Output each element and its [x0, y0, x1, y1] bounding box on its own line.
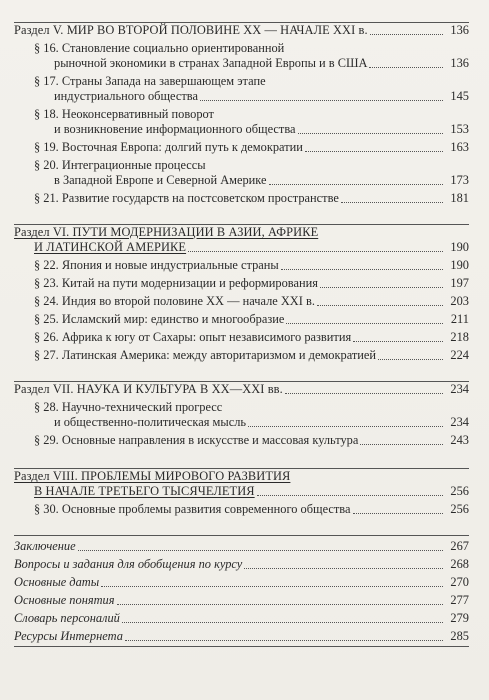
entry-title: § 16. Становление социально ориентированной: [34, 41, 285, 55]
entry-title: § 23. Китай на пути модернизации и реформирования: [34, 276, 318, 290]
toc-line: [34, 74, 469, 89]
leader-dots: [285, 393, 443, 394]
toc-line: [14, 225, 469, 240]
toc-part-7: [14, 381, 469, 448]
leader-dots: [281, 269, 443, 270]
entry-title: Раздел VII. НАУКА И КУЛЬТУРА В XX—XXI вв.: [14, 382, 283, 396]
page-number: 173: [450, 173, 469, 187]
leader-dots: [353, 513, 444, 514]
page-number: 136: [450, 56, 469, 70]
leader-dots: [378, 359, 443, 360]
section-gap: [14, 448, 469, 468]
entry-title: § 27. Латинская Америка: между авторитаризмом и демократией: [34, 348, 377, 362]
entry-title: индустриального общества: [54, 89, 198, 103]
back-matter-item[interactable]: [14, 611, 469, 626]
entry-title: § 29. Основные направления в искусстве и массовая культура: [34, 433, 359, 447]
toc-line: [34, 400, 469, 415]
entry-title: § 28. Научно-технический прогресс: [34, 400, 223, 414]
section-item[interactable]: [34, 330, 469, 345]
page-number: 136: [450, 23, 469, 37]
section-list: [14, 41, 469, 206]
page-number: 197: [450, 276, 469, 290]
entry-title: и возникновение информационного общества: [54, 122, 296, 136]
leader-dots: [244, 568, 443, 569]
page-number: 277: [450, 593, 469, 607]
leader-dots: [125, 640, 443, 641]
section-item[interactable]: [34, 258, 469, 273]
entry-title: Словарь персоналий: [14, 611, 120, 625]
section-item[interactable]: [34, 312, 469, 327]
page-number: 190: [450, 240, 469, 254]
section-gap: [14, 206, 469, 224]
entry-title: § 18. Неоконсервативный поворот: [34, 107, 214, 121]
leader-dots: [200, 100, 443, 101]
page-number: 145: [450, 89, 469, 103]
toc-line: [34, 312, 469, 327]
toc-line: [34, 56, 469, 71]
entry-title: И ЛАТИНСКОЙ АМЕРИКЕ: [34, 240, 187, 254]
toc-line: [14, 23, 469, 38]
end-rule: [14, 646, 469, 647]
entry-title: в Западной Европе и Северной Америке: [54, 173, 267, 187]
page-number: 256: [450, 502, 469, 516]
page-number: 234: [450, 382, 469, 396]
toc-line: [34, 158, 469, 173]
toc-line: [34, 107, 469, 122]
entry-title: Ресурсы Интернета: [14, 629, 123, 643]
leader-dots: [122, 622, 443, 623]
leader-dots: [341, 202, 443, 203]
entry-title: § 17. Страны Запада на завершающем этапе: [34, 74, 266, 88]
entry-title: Раздел VI. ПУТИ МОДЕРНИЗАЦИИ В АЗИИ, АФРИКЕ: [14, 225, 319, 239]
leader-dots: [353, 341, 443, 342]
section-list: [14, 400, 469, 448]
toc-line: [34, 41, 469, 56]
toc-line: [34, 173, 469, 188]
toc-line: [34, 89, 469, 104]
toc-line: [34, 140, 469, 155]
page-number: 267: [450, 539, 469, 553]
toc-line: [34, 294, 469, 309]
page-number: 234: [450, 415, 469, 429]
section-item[interactable]: [34, 294, 469, 309]
toc-part-5: [14, 22, 469, 206]
toc-line: [34, 122, 469, 137]
toc-line: [14, 593, 469, 608]
section-item[interactable]: [34, 276, 469, 291]
section-item[interactable]: [34, 107, 469, 137]
leader-dots: [101, 586, 443, 587]
leader-dots: [248, 426, 443, 427]
part-heading[interactable]: [14, 469, 469, 499]
section-list: [14, 258, 469, 363]
entry-title: Вопросы и задания для обобщения по курсу: [14, 557, 243, 571]
leader-dots: [298, 133, 443, 134]
page-number: 243: [450, 433, 469, 447]
back-matter-item[interactable]: [14, 593, 469, 608]
toc-line: [34, 330, 469, 345]
toc-line: [34, 191, 469, 206]
page-number: 279: [450, 611, 469, 625]
back-rule: [14, 535, 469, 536]
toc-line: [14, 469, 469, 484]
back-matter-item[interactable]: [14, 557, 469, 572]
leader-dots: [257, 495, 443, 496]
leader-dots: [369, 67, 443, 68]
toc-line: [34, 276, 469, 291]
toc-line: [14, 484, 469, 499]
toc-line: [14, 539, 469, 554]
leader-dots: [117, 604, 443, 605]
entry-title: § 25. Исламский мир: единство и многообразие: [34, 312, 285, 326]
entry-title: § 20. Интеграционные процессы: [34, 158, 206, 172]
leader-dots: [269, 184, 443, 185]
toc-part-6: [14, 224, 469, 363]
leader-dots: [286, 323, 443, 324]
toc-line: [14, 575, 469, 590]
page-number: 285: [450, 629, 469, 643]
section-list: [14, 502, 469, 517]
section-item[interactable]: [34, 41, 469, 71]
entry-title: Раздел V. МИР ВО ВТОРОЙ ПОЛОВИНЕ XX — НАЧАЛЕ XXI в.: [14, 23, 368, 37]
section-item[interactable]: [34, 433, 469, 448]
section-item[interactable]: [34, 74, 469, 104]
part-heading[interactable]: [14, 23, 469, 38]
entry-title: В НАЧАЛЕ ТРЕТЬЕГО ТЫСЯЧЕЛЕТИЯ: [34, 484, 255, 498]
toc-line: [14, 382, 469, 397]
table-of-contents: [14, 22, 469, 647]
leader-dots: [320, 287, 443, 288]
page-number: 181: [450, 191, 469, 205]
page-number: 211: [450, 312, 469, 326]
entry-title: Раздел VIII. ПРОБЛЕМЫ МИРОВОГО РАЗВИТИЯ: [14, 469, 291, 483]
page-number: 153: [450, 122, 469, 136]
section-item[interactable]: [34, 140, 469, 155]
toc-line: [34, 502, 469, 517]
entry-title: § 22. Япония и новые индустриальные страны: [34, 258, 279, 272]
entry-title: § 24. Индия во второй половине XX — начале XXI в.: [34, 294, 315, 308]
page-number: 203: [450, 294, 469, 308]
page-number: 218: [450, 330, 469, 344]
section-gap: [14, 363, 469, 381]
entry-title: Заключение: [14, 539, 76, 553]
section-item[interactable]: [34, 502, 469, 517]
entry-title: рыночной экономики в странах Западной Европы и в США: [54, 56, 368, 70]
entry-title: и общественно-политическая мысль: [54, 415, 247, 429]
page-number: 268: [450, 557, 469, 571]
toc-part-8: [14, 468, 469, 517]
section-item[interactable]: [34, 158, 469, 188]
leader-dots: [78, 550, 443, 551]
leader-dots: [360, 444, 443, 445]
toc-line: [34, 433, 469, 448]
leader-dots: [305, 151, 443, 152]
entry-title: Основные даты: [14, 575, 100, 589]
section-item[interactable]: [34, 400, 469, 430]
toc-line: [14, 557, 469, 572]
entry-title: § 30. Основные проблемы развития современного общества: [34, 502, 351, 516]
back-matter-item[interactable]: [14, 629, 469, 644]
back-matter-item[interactable]: [14, 539, 469, 554]
entry-title: Основные понятия: [14, 593, 115, 607]
entry-title: § 19. Восточная Европа: долгий путь к демократии: [34, 140, 303, 154]
toc-line: [34, 415, 469, 430]
leader-dots: [370, 34, 443, 35]
entry-title: § 21. Развитие государств на постсоветском пространстве: [34, 191, 339, 205]
part-heading[interactable]: [14, 225, 469, 255]
back-matter: [14, 535, 469, 647]
page-number: 270: [450, 575, 469, 589]
back-matter-item[interactable]: [14, 575, 469, 590]
part-heading[interactable]: [14, 382, 469, 397]
page-number: 190: [450, 258, 469, 272]
toc-line: [34, 348, 469, 363]
toc-line: [14, 240, 469, 255]
toc-line: [14, 629, 469, 644]
toc-line: [34, 258, 469, 273]
leader-dots: [188, 251, 443, 252]
page-number: 163: [450, 140, 469, 154]
section-gap: [14, 517, 469, 535]
entry-title: § 26. Африка к югу от Сахары: опыт независимого развития: [34, 330, 352, 344]
leader-dots: [317, 305, 443, 306]
page-number: 224: [450, 348, 469, 362]
section-item[interactable]: [34, 191, 469, 206]
toc-line: [14, 611, 469, 626]
section-item[interactable]: [34, 348, 469, 363]
page-number: 256: [450, 484, 469, 498]
